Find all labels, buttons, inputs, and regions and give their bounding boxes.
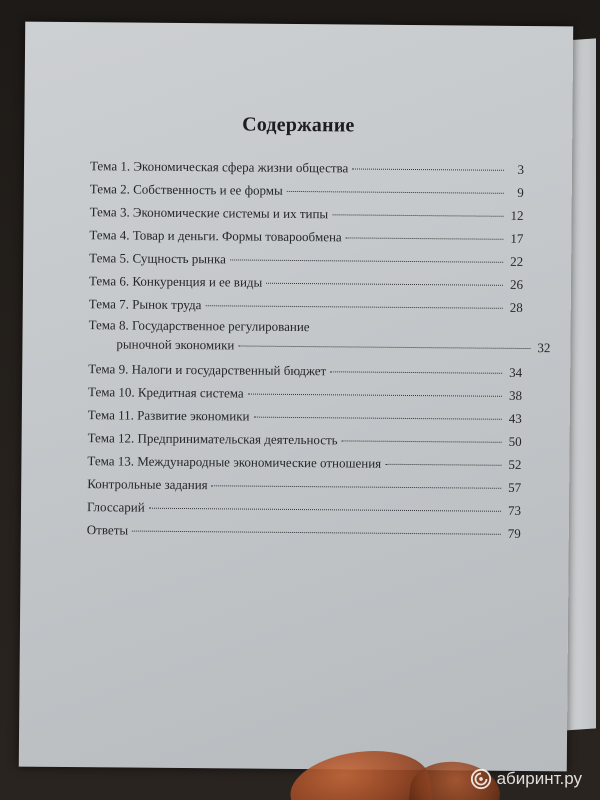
- toc-entry-page: 26: [509, 276, 524, 292]
- dot-leader: [385, 464, 501, 466]
- toc-entry-label: Тема 3. Экономические системы и их типы: [89, 204, 329, 222]
- dot-leader: [342, 440, 502, 442]
- toc-entry-page: 73: [507, 502, 522, 518]
- toc-entry-label: Тема 6. Конкуренция и ее виды: [88, 273, 263, 290]
- toc-entry-label: Тема 10. Кредитная система: [87, 384, 244, 401]
- toc-entry-label-continued: рыночной экономики: [116, 336, 235, 353]
- toc-entry-page: 9: [517, 184, 524, 200]
- dot-leader: [230, 259, 503, 262]
- dot-leader: [205, 305, 502, 309]
- toc-entry-label: Глоссарий: [86, 499, 145, 515]
- toc-entry-label: Контрольные задания: [87, 476, 208, 493]
- toc-entry-label: Тема 8. Государственное регулирование: [88, 317, 310, 335]
- toc-entry: [88, 315, 551, 361]
- toc-entry-label: Тема 4. Товар и деньги. Формы товарообмена: [89, 227, 342, 245]
- dot-leader: [254, 417, 502, 420]
- table-of-contents: [86, 154, 551, 545]
- toc-entry-page: 17: [510, 230, 524, 246]
- toc-entry-label: Тема 12. Предпринимательская деятельность: [87, 430, 338, 448]
- toc-entry-page: 52: [508, 456, 522, 472]
- dot-leader: [212, 485, 502, 489]
- toc-entry-page: 43: [508, 410, 522, 426]
- dot-leader: [352, 168, 504, 170]
- toc-entry-page: 79: [507, 525, 521, 541]
- dot-leader: [132, 531, 501, 535]
- toc-entry-label: Тема 9. Налоги и государственный бюджет: [88, 361, 327, 379]
- dot-leader: [287, 191, 504, 194]
- dot-leader: [266, 283, 503, 286]
- toc-entry-page: 12: [510, 207, 524, 223]
- toc-entry-page: 57: [508, 479, 522, 495]
- toc-entry-label: Тема 13. Международные экономические отношения: [87, 453, 382, 471]
- toc-entry-page: 22: [510, 253, 524, 269]
- dot-leader: [149, 508, 501, 512]
- toc-entry-label: Тема 11. Развитие экономики: [87, 407, 250, 424]
- labyrinth-logo-icon: [470, 768, 492, 790]
- book-page: [19, 22, 573, 772]
- toc-entry-label: Тема 1. Экономическая сфера жизни общества: [89, 158, 349, 176]
- dot-leader: [330, 371, 502, 374]
- toc-entry-page: 34: [509, 364, 523, 380]
- toc-entry-page: 50: [508, 433, 522, 449]
- page-title: Содержание: [242, 113, 355, 137]
- toc-entry-label: Ответы: [86, 522, 129, 538]
- dot-leader: [238, 345, 530, 349]
- toc-entry-page: 3: [517, 161, 525, 177]
- toc-entry-label: Тема 7. Рынок труда: [88, 296, 202, 313]
- toc-entry-page: 32: [537, 340, 551, 356]
- toc-entry-label: Тема 5. Сущность рынка: [89, 250, 226, 267]
- toc-entry-page: 38: [508, 387, 523, 403]
- toc-entry-label: Тема 2. Собственность и ее формы: [89, 181, 283, 198]
- dot-leader: [248, 394, 502, 397]
- watermark: [470, 768, 582, 790]
- toc-entry: [87, 518, 521, 545]
- dot-leader: [346, 237, 504, 239]
- dot-leader: [332, 214, 503, 216]
- toc-entry-page: 28: [509, 299, 523, 315]
- watermark-text: абиринт.ру: [496, 769, 582, 788]
